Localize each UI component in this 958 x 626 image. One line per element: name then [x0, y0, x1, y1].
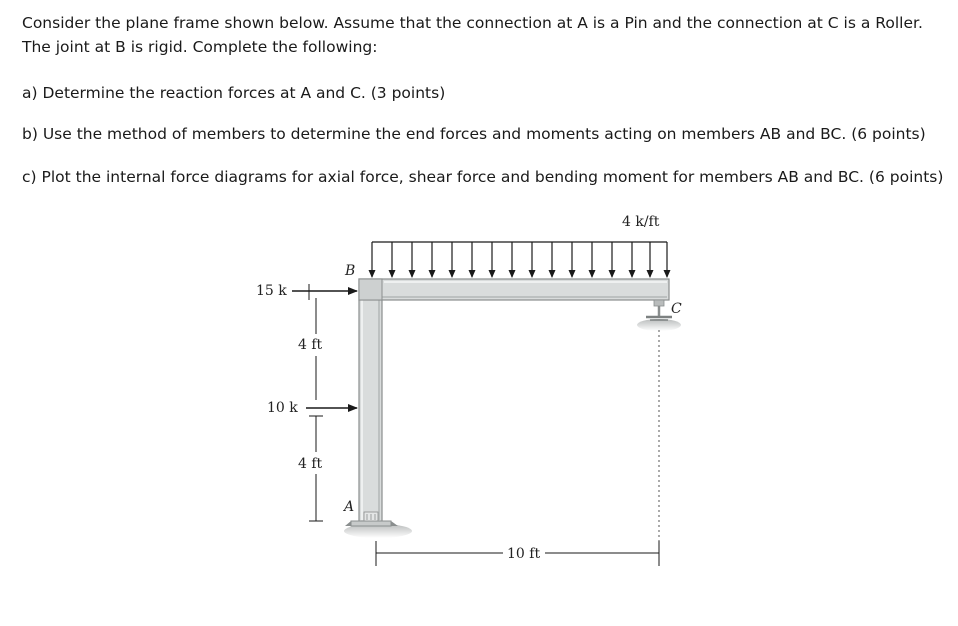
- part-c-question: c) Plot the internal force diagrams for axial force, shear force and bending moment for members AB and BC. (6 points): [22, 168, 944, 186]
- part-a-question: a) Determine the reaction forces at A and C. (3 points): [22, 84, 446, 102]
- joint-c-label: C: [671, 301, 682, 317]
- joint-a-label: A: [344, 499, 355, 515]
- dim-upper-label: 4 ft: [298, 337, 323, 353]
- problem-intro: Consider the plane frame shown below. Assume that the connection at A is a Pin and the connection at C is a Roller. The joint at B is rigid. Complete the following:: [22, 14, 923, 56]
- load-15k-label: 15 k: [256, 283, 287, 299]
- joint-b-label: B: [345, 263, 356, 279]
- vertical-dimension: [309, 284, 323, 521]
- dim-lower-label: 4 ft: [298, 456, 323, 472]
- ground-c: [637, 319, 681, 331]
- load-10k-label: 10 k: [267, 400, 298, 416]
- distributed-load-arrows: [372, 242, 667, 277]
- dim-span-label: 10 ft: [507, 546, 541, 562]
- joint-b-plate: [359, 279, 382, 300]
- distributed-load-label: 4 k/ft: [622, 214, 660, 230]
- roller-support-c: [646, 300, 672, 320]
- part-b-question: b) Use the method of members to determine the end forces and moments acting on members AB and BC. (6 points): [22, 125, 926, 143]
